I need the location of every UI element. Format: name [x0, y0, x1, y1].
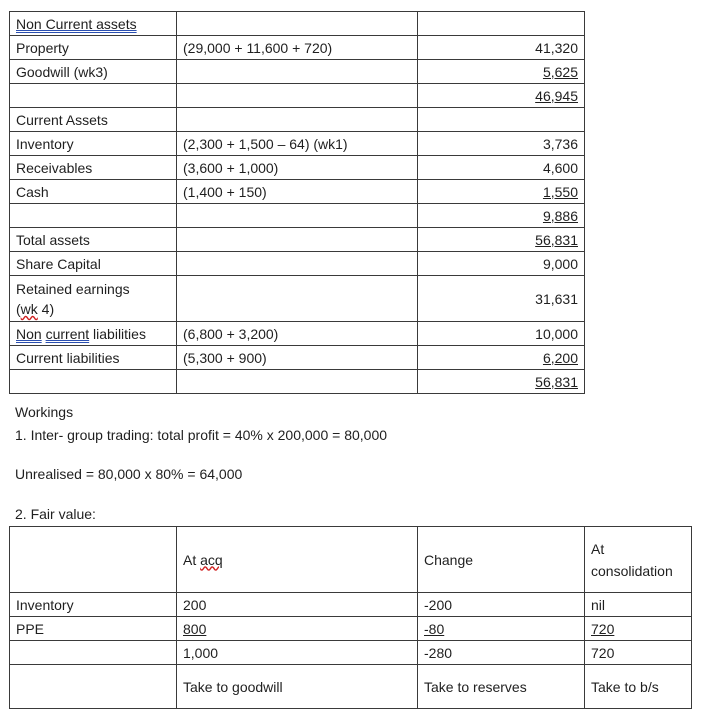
- receivables-calc: (3,600 + 1,000): [177, 156, 418, 180]
- cash-value: 1,550: [542, 183, 578, 200]
- workings-item-2: 2. Fair value:: [15, 506, 96, 522]
- non-current-assets-heading: Non Current assets: [16, 15, 137, 32]
- grand-total: 56,831: [535, 373, 578, 390]
- table-row: PPE 800 -80 720: [10, 617, 692, 641]
- workings-item-1: 1. Inter- group trading: total profit = 40% x 200,000 = 80,000: [15, 427, 388, 443]
- header-at-consolidation: At consolidation: [585, 527, 692, 593]
- ncl-calc: (6,800 + 3,200): [177, 322, 418, 346]
- table-row: [10, 346, 585, 370]
- share-capital-label: Share Capital: [10, 252, 177, 276]
- table-row: [10, 252, 585, 276]
- current-liabilities-value: 6,200: [542, 349, 578, 366]
- header-change: Change: [418, 527, 585, 593]
- take-to-reserves: Take to reserves: [418, 665, 585, 709]
- table-row: [10, 84, 585, 108]
- property-label: Property: [10, 36, 177, 60]
- table-row: [10, 527, 692, 593]
- retained-earnings-value: 31,631: [418, 276, 585, 322]
- workings-heading: Workings: [15, 404, 74, 420]
- share-capital-value: 9,000: [418, 252, 585, 276]
- current-liabilities-calc: (5,300 + 900): [177, 346, 418, 370]
- table-row: [10, 180, 585, 204]
- retained-earnings-label: Retained earnings (wk 4): [10, 276, 177, 322]
- table-row: [10, 276, 585, 322]
- nca-total: 46,945: [535, 87, 578, 104]
- take-to-goodwill: Take to goodwill: [177, 665, 418, 709]
- table-row: [10, 60, 585, 84]
- table-row: [10, 36, 585, 60]
- cash-calc: (1,400 + 150): [177, 180, 418, 204]
- table-row: [10, 322, 585, 346]
- total-assets-label: Total assets: [10, 228, 177, 252]
- table-row: 1,000 -280 720: [10, 641, 692, 665]
- table-row: [10, 156, 585, 180]
- table-row: Inventory 200 -200 nil: [10, 593, 692, 617]
- cash-label: Cash: [10, 180, 177, 204]
- current-liabilities-label: Current liabilities: [10, 346, 177, 370]
- ncl-value: 10,000: [418, 322, 585, 346]
- fair-value-table: [9, 526, 692, 709]
- property-value: 41,320: [418, 36, 585, 60]
- table-row: [10, 370, 585, 394]
- take-to-bs: Take to b/s: [585, 665, 692, 709]
- table-row: [10, 204, 585, 228]
- current-assets-heading: Current Assets: [10, 108, 177, 132]
- unrealised-profit: Unrealised = 80,000 x 80% = 64,000: [15, 466, 243, 482]
- inventory-value: 3,736: [418, 132, 585, 156]
- inventory-label: Inventory: [10, 132, 177, 156]
- ca-total: 9,886: [542, 207, 578, 224]
- property-calc: (29,000 + 11,600 + 720): [177, 36, 418, 60]
- inventory-calc: (2,300 + 1,500 – 64) (wk1): [177, 132, 418, 156]
- ncl-label: Non current liabilities: [10, 322, 177, 346]
- header-at-acq: At acq: [177, 527, 418, 593]
- goodwill-value: 5,625: [542, 63, 578, 80]
- balance-sheet-table: [9, 11, 585, 394]
- receivables-label: Receivables: [10, 156, 177, 180]
- table-row: [10, 108, 585, 132]
- table-row: [10, 665, 692, 709]
- total-assets-value: 56,831: [535, 231, 578, 248]
- table-row: [10, 228, 585, 252]
- table-row: [10, 12, 585, 36]
- table-row: [10, 132, 585, 156]
- goodwill-label: Goodwill (wk3): [10, 60, 177, 84]
- receivables-value: 4,600: [418, 156, 585, 180]
